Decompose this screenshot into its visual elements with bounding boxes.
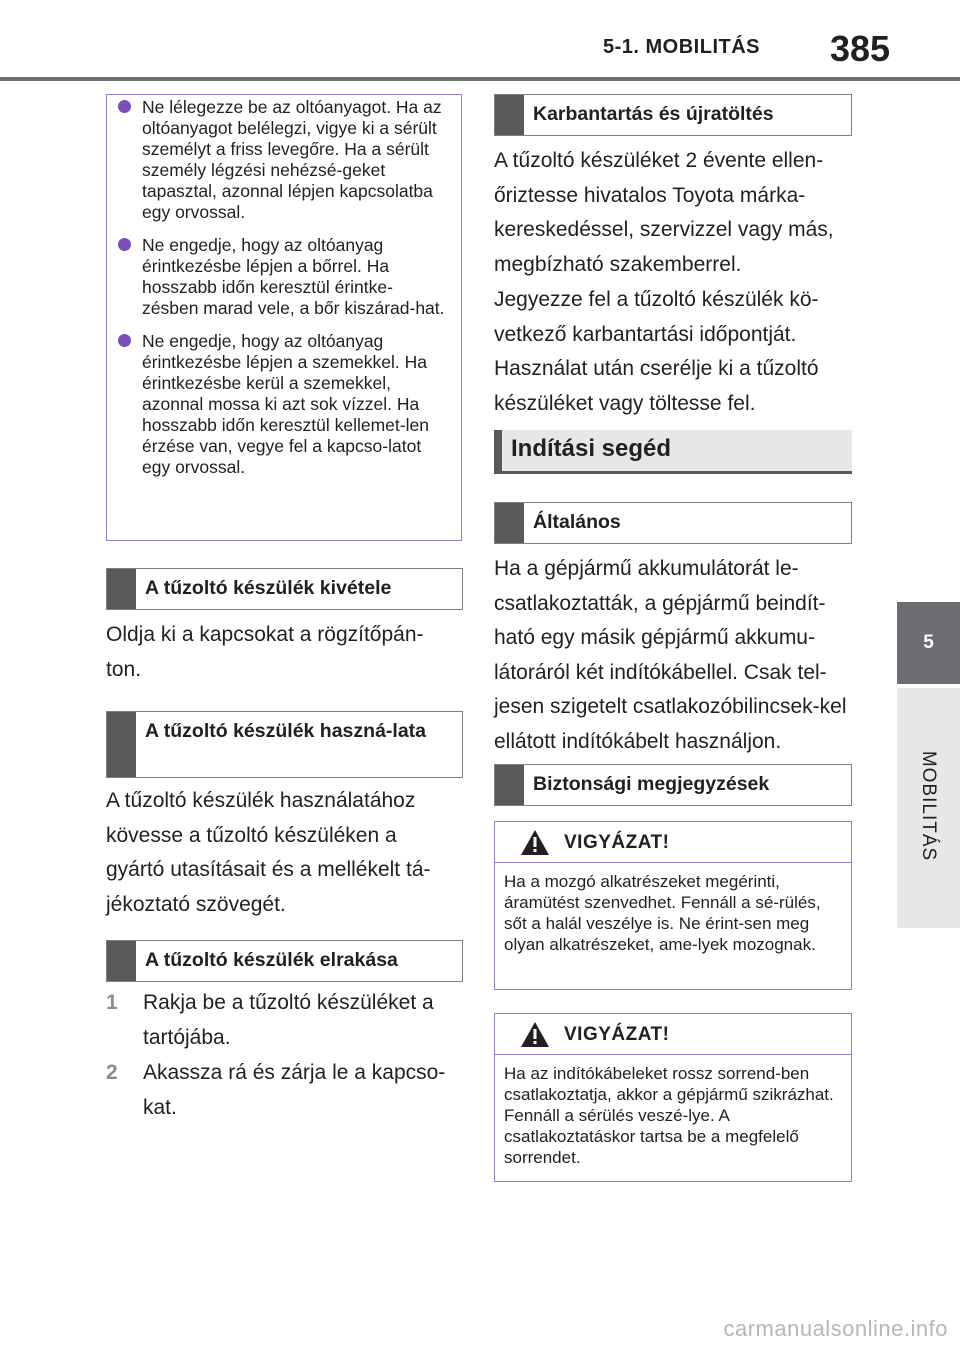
step-text: Rakja be a tűzoltó készüléket a tartójába. (143, 991, 434, 1049)
warning-bullet-text: Ne engedje, hogy az oltóanyag érintkezésbe lépjen a szemekkel. Ha érintkezésbe kerül a szemekkel, azonnal mossa ki azt sok vízzel. Ha hosszabb időn keresztül kellemet-len érzése van, vegye fel a kapcso-latot egy orvossal. (142, 331, 429, 477)
removal-text: Oldja ki a kapcsokat a rögzítőpán-ton. (106, 623, 424, 681)
safety-heading: Biztonsági megjegyzések (533, 773, 770, 795)
header-rule (0, 77, 960, 81)
caution-text: Ha az indítókábeleket rossz sorrend-ben csatlakoztatja, akkor a gépjármű szikrázhat. Fennáll a sérülés veszé-lye. A csatlakoztatáskor tartsa be a megfelelő sorrendet. (504, 1064, 834, 1167)
safety-heading-box (494, 764, 852, 806)
general-heading: Általános (533, 511, 621, 533)
jumpstart-heading: Indítási segéd (511, 435, 672, 462)
chapter-label: MOBILITÁS (918, 750, 939, 862)
jumpstart-heading-box (494, 430, 852, 474)
storage-heading-box (106, 940, 463, 982)
general-heading-box (494, 502, 852, 544)
step-text: Akassza rá és zárja le a kapcso-kat. (143, 1061, 446, 1119)
removal-heading: A tűzoltó készülék kivétele (145, 577, 392, 599)
bullet-dot-icon (118, 334, 131, 347)
caution-title: VIGYÁZAT! (564, 1024, 670, 1045)
step-number: 2 (106, 1061, 118, 1084)
step-number: 1 (106, 991, 118, 1014)
usage-heading-box (106, 711, 463, 778)
maintenance-heading: Karbantartás és újratöltés (533, 103, 774, 125)
page-number: 385 (830, 28, 891, 69)
warning-bullet (118, 331, 447, 478)
caution-box (494, 1013, 852, 1182)
removal-heading-box (106, 568, 463, 610)
caution-text: Ha a mozgó alkatrészeket megérinti, áramütést szenvedhet. Fennáll a sé-rülés, sőt a halál veszélye is. Ne érint-sen meg olyan alkatrészeket, ame-lyek mozognak. (504, 872, 821, 954)
warning-bullets-box (106, 94, 462, 541)
bullet-dot-icon (118, 100, 131, 113)
chapter-number-tab: 5 (897, 602, 960, 684)
watermark: carmanualsonline.info (723, 1316, 948, 1341)
caution-box (494, 821, 852, 990)
warning-bullet (118, 235, 447, 319)
maintenance-paragraph: Jegyezze fel a tűzoltó készülék kö-vetkező karbantartási időpontját. (494, 288, 819, 346)
bullet-dot-icon (118, 238, 131, 251)
section-title: 5-1. MOBILITÁS (603, 36, 761, 58)
chapter-label-tab (897, 688, 960, 928)
maintenance-paragraph: A tűzoltó készüléket 2 évente ellen-őriztesse hivatalos Toyota márka-kereskedéssel, szervizzel vagy más, megbízható szakemberrel. (494, 149, 834, 276)
general-text: Ha a gépjármű akkumulátorát le-csatlakoztatták, a gépjármű beindít-ható egy másik gépjármű akkumu-látoráról két indítókábellel. Csak tel-jesen szigetelt csatlakozóbilincsek-kel ellátott indítókábelt használjon. (494, 557, 847, 753)
usage-text: A tűzoltó készülék használatához kövesse a tűzoltó készüléken a gyártó utasításait és a mellékelt tá-jékoztató szövegét. (106, 789, 431, 916)
step-item (106, 986, 463, 1055)
warning-triangle-icon (520, 1021, 550, 1048)
caution-title: VIGYÁZAT! (564, 832, 670, 853)
warning-bullet (118, 97, 447, 223)
maintenance-paragraph: Használat után cserélje ki a tűzoltó készüléket vagy töltesse fel. (494, 357, 819, 415)
step-item (106, 1056, 463, 1125)
warning-triangle-icon (520, 829, 550, 856)
maintenance-heading-box (494, 94, 852, 136)
warning-bullet-text: Ne lélegezze be az oltóanyagot. Ha az oltóanyagot belélegzi, vigye ki a sérült személyt a friss levegőre. Ha a sérült személy légzési nehézsé-geket tapasztal, azonnal lépjen kapcsolatba egy orvossal. (142, 97, 442, 222)
storage-heading: A tűzoltó készülék elrakása (145, 949, 398, 971)
usage-heading: A tűzoltó készülék haszná-lata (145, 720, 427, 742)
warning-bullet-text: Ne engedje, hogy az oltóanyag érintkezésbe lépjen a bőrrel. Ha hosszabb időn keresztül érintke-zésben marad vele, a bőr kiszárad-hat. (142, 235, 445, 318)
